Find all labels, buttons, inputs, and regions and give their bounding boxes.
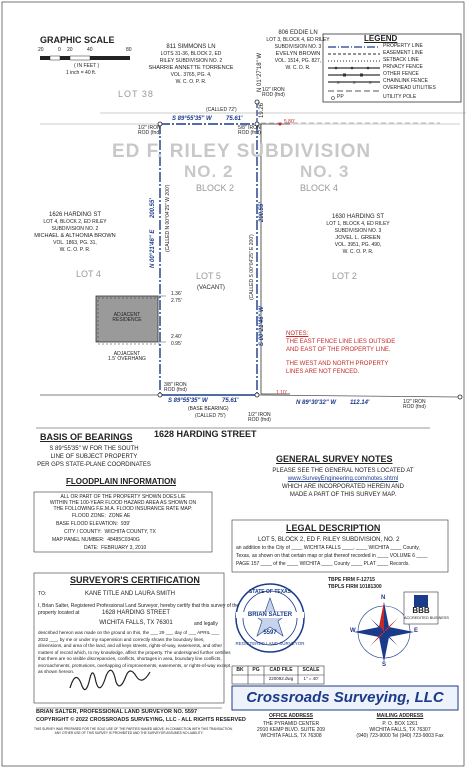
lot-38-label: LOT 38 (118, 89, 154, 99)
neighbor-north-left: 811 SIMMONS LN LOTS 31-36, BLOCK 2, ED RILEY SUBDIVISION NO. 2 SHARRIE ANNETTE TORRENCE VOL. 3765, PG. 4, W. C. O. P. R. (148, 44, 234, 85)
called-72: (CALLED 72') (206, 107, 237, 113)
neighbor-east: 1630 HARDING ST LOT 1, BLOCK 4, ED RILEY SUBDIVISION NO. 3 JOVEL L. GREEN VOL. 3951, PG. 490, W. C. O. P. R. (326, 214, 390, 255)
base-bearing-label: (BASE BEARING) (188, 406, 229, 412)
company-name: Crossroads Surveying, LLC (246, 689, 444, 706)
legend-pp: PP (337, 94, 344, 100)
adjacent-overhang-label: ADJACENT 1.5' OVERHANG (108, 351, 146, 363)
iron-rod-label: 1/2" IRON ROD (fnd) (262, 87, 285, 99)
street-name: 1628 HARDING STREET (154, 429, 257, 439)
mailing-address: P. O. BOX 1261 WICHITA FALLS, TX 76307 (940) 723-9000 Tel (940) 723-9003 Fax (356, 721, 444, 739)
iron-rod-label: 3/8" IRON ROD (fnd) (164, 382, 187, 394)
floodplain-intro: ALL OR PART OF THE PROPERTY SHOWN DOES LIE WITHIN THE 100-YEAR FLOOD HAZARD AREA AS SHOWN ON THE FOLLOWING F.E.M.A. FLOOD INSURANCE RATE MAP: (49, 494, 197, 512)
north-right-distance: 19.26' (259, 101, 265, 118)
scale-unit: ( IN FEET ) (74, 63, 100, 69)
cert-city: WICHITA FALLS, TX 76301 (99, 620, 173, 626)
floodplain-title: FLOODPLAIN INFORMATION (66, 477, 177, 486)
legend-item: EASEMENT LINE (383, 50, 423, 56)
flood-panel-row: MAP PANEL NUMBER: 48485C0340G (52, 537, 140, 543)
bbb-sub: ACCREDITED BUSINESS (404, 616, 449, 620)
cert-to-label: TO: (38, 591, 47, 597)
legal-line-3: Texas, as shown on that certain map or plat thereof recorded in ____ VOLUME 6 ____ (236, 553, 428, 559)
subdivision-no2: NO. 2 (184, 162, 234, 181)
legal-line-4: PAGE 157 ____ of the ____ WICHITA ____ County ____ PLAT ____ Records. (236, 561, 410, 567)
office-address-title: OFFICE ADDRESS (269, 713, 313, 719)
seal-bottom-text: REGISTERED LAND SURVEYOR (235, 641, 305, 646)
bbb-label: BBB (412, 606, 430, 615)
iron-rod-label: 1/2" IRON ROD (fnd) (403, 399, 426, 411)
copyright: COPYRIGHT © 2022 CROSSROADS SURVEYING, LLC - ALL RIGHTS RESERVED (36, 717, 246, 723)
dim-136: 1.36' (171, 291, 182, 297)
tbpe-firm: TBPE FIRM F-12715 (328, 577, 375, 583)
compass-s: S (382, 662, 387, 668)
legend-item: SETBACK LINE (383, 57, 419, 63)
subdivision-no3: NO. 3 (300, 162, 350, 181)
west-called: (CALLED N 00°04'25" W 200') (165, 184, 171, 252)
cert-legally: and legally (194, 621, 218, 627)
flood-bfe-row: BASE FLOOD ELEVATION: 939' (56, 521, 131, 527)
legend-item: CHAINLINK FENCE (383, 78, 429, 84)
scale-tick: 20 (67, 47, 73, 53)
notes-link[interactable]: www.SurveyEngineering.com/notes.shtml (287, 476, 399, 482)
block-2-label: BLOCK 2 (196, 183, 235, 193)
compass-w: W (350, 628, 356, 634)
legend-title: LEGEND (364, 34, 398, 43)
legal-line-2: an addition to the City of ____ WICHITA FALLS ____, ____ WICHITA ____ County, (236, 545, 420, 551)
iron-rod-label: 5/8" IRON ROD (fnd) (238, 125, 261, 137)
scale-tick: 80 (126, 47, 132, 53)
flood-date-row: DATE: FEBRUARY 3, 2010 (84, 545, 147, 551)
iron-rod-label: 1/2" IRON ROD (fnd) (248, 412, 271, 424)
lot-4-label: LOT 4 (76, 269, 101, 279)
east-street-distance: 112.14' (350, 400, 370, 406)
scale-tick: 20 (38, 47, 44, 53)
north-distance: 75.61' (226, 116, 243, 122)
cert-body: I, Brian Salter, Registered Professional Land Surveyor, hereby certify that this survey of the property located at (38, 603, 240, 616)
tbpls-firm: TBPLS FIRM 10181300 (328, 584, 382, 590)
dim-240: 2.40' (171, 334, 182, 340)
legal-line-1: LOT 5, BLOCK 2, ED F. RILEY SUBDIVISION, NO. 2 (258, 537, 400, 543)
east-called: (CALLED S 00°04'25" E 200') (249, 234, 255, 300)
lot-5-label: LOT 5 (196, 271, 221, 281)
neighbor-north-right: 806 EDDIE LN LOT 3, BLOCK 4, ED RILEY SUBDIVISION NO. 3 EVELYN BROWN VOL. 1514, PG. 827, W. C. D. R. (266, 30, 330, 71)
south-distance: 75.61' (222, 398, 239, 404)
iron-rod-label: 1/2" IRON ROD (fnd) (138, 125, 161, 137)
dim-275: 2.75' (171, 298, 182, 304)
flood-county-row: CITY / COUNTY: WICHITA COUNTY, TX (64, 529, 156, 535)
basis-of-bearings-title: BASIS OF BEARINGS (40, 432, 133, 442)
subdivision-name: ED F. RILEY SUBDIVISION (112, 141, 372, 162)
south-bearing: S 89°55'35" W (168, 398, 208, 404)
vacant-label: (VACANT) (197, 285, 225, 291)
legal-description-title: LEGAL DESCRIPTION (286, 523, 381, 533)
tb-header-cad: CAD FILE (269, 667, 293, 673)
flood-zone-row: FLOOD ZONE: ZONE AE (72, 513, 131, 519)
north-bearing: S 89°55'35" W (172, 116, 212, 122)
tb-header-pg: PG (252, 667, 260, 673)
lot-2-label: LOT 2 (332, 271, 357, 281)
east-distance: 200.55' (259, 202, 265, 222)
tb-cad-value: 220092.dwg (268, 676, 294, 681)
dim-110: 1.10' (276, 390, 287, 396)
dim-095: 0.95' (171, 341, 182, 347)
general-notes-text: PLEASE SEE THE GENERAL NOTES LOCATED AT www.SurveyEngineering.com/notes.shtml WHICH ARE INCORPORATED HEREIN AND MADE A PART OF THIS SURVEY MAP. (248, 467, 438, 499)
block-4-label: BLOCK 4 (300, 183, 339, 193)
tb-scale-value: 1" = 40' (303, 676, 319, 681)
adjacent-residence-label: ADJACENT RESIDENCE (112, 312, 142, 324)
svg-text:x: x (353, 80, 356, 86)
office-address: THE PYRAMID CENTER 2910 KEMP BLVD. SUITE 209 WICHITA FALLS, TX 76308 (257, 721, 325, 739)
scale-tick: 0 (58, 47, 61, 53)
mailing-address-title: MAILING ADDRESS (376, 713, 424, 719)
compass-e: E (414, 628, 419, 634)
svg-text:x: x (337, 80, 340, 86)
called-75: (CALLED 75') (195, 413, 226, 419)
west-bearing: N 00°21'46" E (150, 229, 156, 268)
cert-title: SURVEYOR'S CERTIFICATION (70, 575, 200, 585)
cert-body-2: described hereon was made on the ground on this, the ___ 29 ___ day of ___ APRIL ___ 2022 ___, by me or under my supervision and correctly shows the boundary lines, dimensions, and area of the land, and all keys streets, rights-of-way, easements, and other matters of record which, to my knowledge, affect the property. The undersigned further certifies that there are no visible discrepancies, conflicts, shortages in area, boundary line conflicts, encroachments, protrusions, overlapping of improvements, easements, or rights-of-way except as shown hereon. (38, 630, 231, 674)
legend-item: OTHER FENCE (383, 71, 419, 77)
scale-tick: 40 (87, 47, 93, 53)
east-street-bearing: N 89°30'32" W (296, 400, 337, 406)
plat-notes: NOTES: THE EAST FENCE LINE LIES OUTSIDE AND EAST OF THE PROPERTY LINE. THE WEST AND NORTH PROPERTY LINES ARE NOT FENCED. (286, 331, 396, 375)
tb-header-bk: BK (236, 667, 244, 673)
legend-item: UTILITY POLE (383, 94, 417, 100)
compass-n: N (381, 595, 386, 601)
cert-signature-line: BRIAN SALTER, PROFESSIONAL LAND SURVEYOR NO. 5597 (36, 709, 198, 715)
basis-of-bearings-text: S 89°55'35" W FOR THE SOUTH LINE OF SUBJECT PROPERTY PER GPS STATE-PLANE COORDINATES (37, 446, 151, 468)
graphic-scale-title: GRAPHIC SCALE (40, 35, 115, 45)
scale-ratio: 1 inch = 40 ft. (66, 70, 97, 76)
seal-number: 5597 (263, 630, 277, 636)
seal-top-text: STATE OF TEXAS (248, 589, 292, 595)
legend-item: OVERHEAD UTILITIES (383, 85, 436, 91)
seal-name: BRIAN SALTER (236, 612, 304, 618)
cert-address: 1628 HARDING STREET (101, 610, 171, 616)
cert-to-value: KANE TITLE AND LAURA SMITH (85, 591, 175, 597)
west-distance: 200.55' (150, 198, 156, 218)
legend-item: PROPERTY LINE (383, 43, 423, 49)
north-right-bearing: N 01°27'18" W (257, 52, 263, 92)
legend-item: PRIVACY FENCE (383, 64, 423, 70)
dim-580: 5.80' (284, 119, 295, 125)
general-notes-title: GENERAL SURVEY NOTES (276, 454, 393, 464)
svg-text:x: x (369, 80, 372, 86)
neighbor-west: 1626 HARDING ST LOT 4, BLOCK 2, ED RILEY SUBDIVISION NO. 2 MICHAEL & ALTHONIA BROWN VOL. 1863, PG. 31, W. C. O. P. R. (34, 212, 116, 253)
graphic-scale-bar (40, 56, 130, 60)
tb-header-scale: SCALE (302, 667, 320, 673)
fine-print: THIS SURVEY WAS PREPARED FOR THE SOLE USE OF THE PARTIES NAMED ABOVE, IN CONNECTION WITH THIS TRANSACTION. ANY OTHER USE OF THIS SURVEY IS PROHIBITED AND THE SURVEYOR ASSUMES NO LIABILITY. (34, 727, 233, 735)
east-bearing: S 00°21'46" W (259, 306, 265, 346)
